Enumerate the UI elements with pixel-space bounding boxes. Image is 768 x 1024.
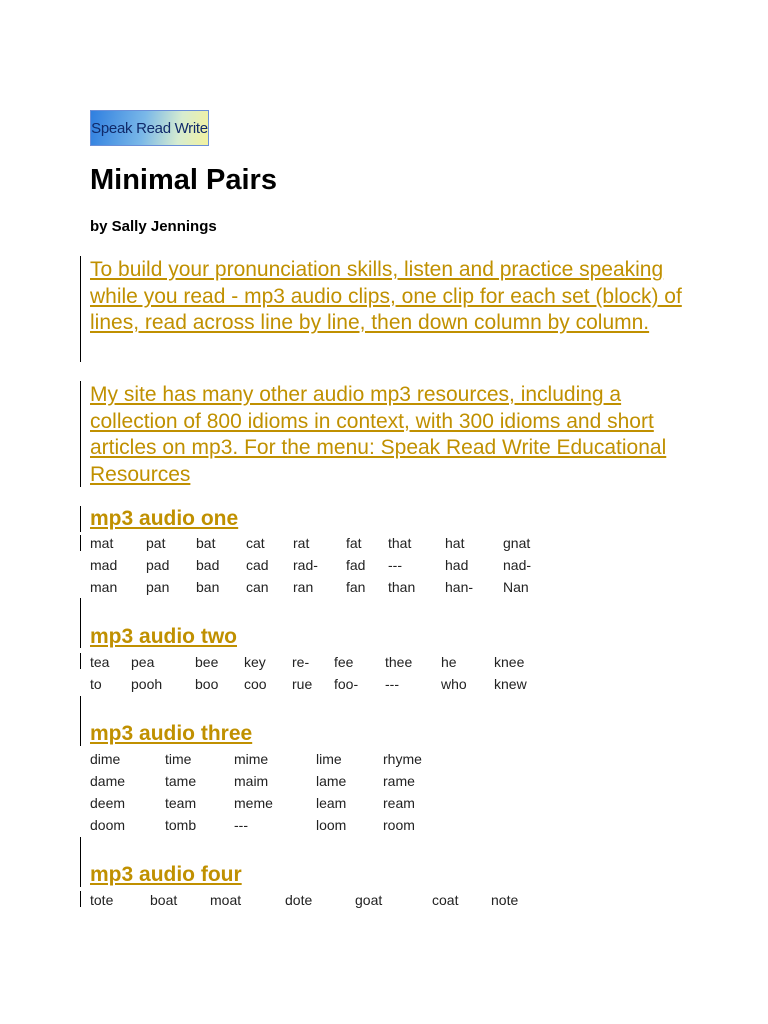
- word-cell: room: [383, 817, 415, 833]
- word-cell: dame: [90, 773, 126, 789]
- word-cell: han-: [445, 579, 474, 595]
- word-cell: fat: [346, 535, 362, 551]
- word-cell: maim: [234, 773, 269, 789]
- word-cell: dote: [285, 892, 313, 908]
- word-cell: time: [165, 751, 192, 767]
- word-cell: rhyme: [383, 751, 422, 767]
- word-cell: rue: [292, 676, 313, 692]
- word-cell: he: [441, 654, 457, 670]
- word-cell: man: [90, 579, 118, 595]
- word-cell: lame: [316, 773, 347, 789]
- word-cell: thee: [385, 654, 413, 670]
- word-cell: tomb: [165, 817, 197, 833]
- word-cell: note: [491, 892, 519, 908]
- word-cell: pan: [146, 579, 170, 595]
- word-cell: pad: [146, 557, 170, 573]
- intro-link[interactable]: To build your pronunciation skills, listen and practice speaking while you read - mp3 audio clips, one clip for each set (block) of lines, read across line by line, then down column by column.: [90, 258, 682, 334]
- margin-bar: [80, 506, 81, 532]
- margin-bar: [80, 381, 81, 487]
- word-cell: boat: [150, 892, 178, 908]
- word-cell: goat: [355, 892, 383, 908]
- margin-bar: [80, 535, 81, 551]
- word-cell: team: [165, 795, 197, 811]
- word-cell: bad: [196, 557, 220, 573]
- word-cell: lime: [316, 751, 342, 767]
- word-cell: pat: [146, 535, 166, 551]
- word-cell: boo: [195, 676, 219, 692]
- section-one-heading[interactable]: mp3 audio one: [90, 507, 239, 530]
- word-cell: fad: [346, 557, 366, 573]
- margin-bar: [80, 891, 81, 907]
- word-cell: can: [246, 579, 269, 595]
- word-cell: tea: [90, 654, 110, 670]
- margin-bar: [80, 696, 81, 746]
- word-cell: rame: [383, 773, 415, 789]
- word-cell: rat: [293, 535, 310, 551]
- word-cell: leam: [316, 795, 347, 811]
- word-cell: who: [441, 676, 467, 692]
- word-cell: that: [388, 535, 412, 551]
- word-cell: nad-: [503, 557, 532, 573]
- author-byline: by Sally Jennings: [90, 218, 217, 235]
- word-cell: hat: [445, 535, 465, 551]
- word-cell: mime: [234, 751, 269, 767]
- resources-link[interactable]: My site has many other audio mp3 resources, including a collection of 800 idioms in context, with 300 idioms and short articles on mp3. For the menu: Speak Read Write Educational Resources: [90, 383, 667, 486]
- word-cell: moat: [210, 892, 242, 908]
- word-cell: re-: [292, 654, 310, 670]
- word-cell: gnat: [503, 535, 531, 551]
- word-cell: ream: [383, 795, 415, 811]
- logo-text: Speak Read Write: [91, 119, 208, 137]
- word-cell: ---: [234, 817, 248, 833]
- word-cell: coo: [244, 676, 267, 692]
- word-cell: to: [90, 676, 102, 692]
- word-cell: cad: [246, 557, 269, 573]
- word-cell: rad-: [293, 557, 318, 573]
- word-cell: bee: [195, 654, 219, 670]
- word-cell: knee: [494, 654, 525, 670]
- word-cell: coat: [432, 892, 459, 908]
- word-cell: than: [388, 579, 416, 595]
- word-cell: dime: [90, 751, 121, 767]
- word-cell: Nan: [503, 579, 529, 595]
- word-cell: tame: [165, 773, 197, 789]
- word-cell: fan: [346, 579, 366, 595]
- word-cell: pea: [131, 654, 155, 670]
- word-cell: tote: [90, 892, 114, 908]
- word-cell: deem: [90, 795, 126, 811]
- word-cell: cat: [246, 535, 265, 551]
- word-cell: bat: [196, 535, 216, 551]
- word-cell: fee: [334, 654, 354, 670]
- margin-bar: [80, 837, 81, 887]
- word-cell: foo-: [334, 676, 359, 692]
- word-cell: ---: [388, 557, 402, 573]
- section-four-heading[interactable]: mp3 audio four: [90, 863, 242, 886]
- word-cell: mad: [90, 557, 118, 573]
- margin-bar: [80, 598, 81, 648]
- margin-bar: [80, 653, 81, 669]
- word-cell: ---: [385, 676, 399, 692]
- word-cell: key: [244, 654, 266, 670]
- word-cell: mat: [90, 535, 114, 551]
- word-cell: ban: [196, 579, 220, 595]
- word-cell: doom: [90, 817, 126, 833]
- word-cell: loom: [316, 817, 347, 833]
- word-cell: meme: [234, 795, 273, 811]
- word-cell: had: [445, 557, 469, 573]
- page-title: Minimal Pairs: [90, 164, 277, 196]
- section-two-heading[interactable]: mp3 audio two: [90, 625, 237, 648]
- section-three-heading[interactable]: mp3 audio three: [90, 722, 253, 745]
- margin-bar: [80, 256, 81, 362]
- word-cell: knew: [494, 676, 527, 692]
- speak-read-write-logo[interactable]: [90, 110, 209, 146]
- word-cell: ran: [293, 579, 314, 595]
- word-cell: pooh: [131, 676, 163, 692]
